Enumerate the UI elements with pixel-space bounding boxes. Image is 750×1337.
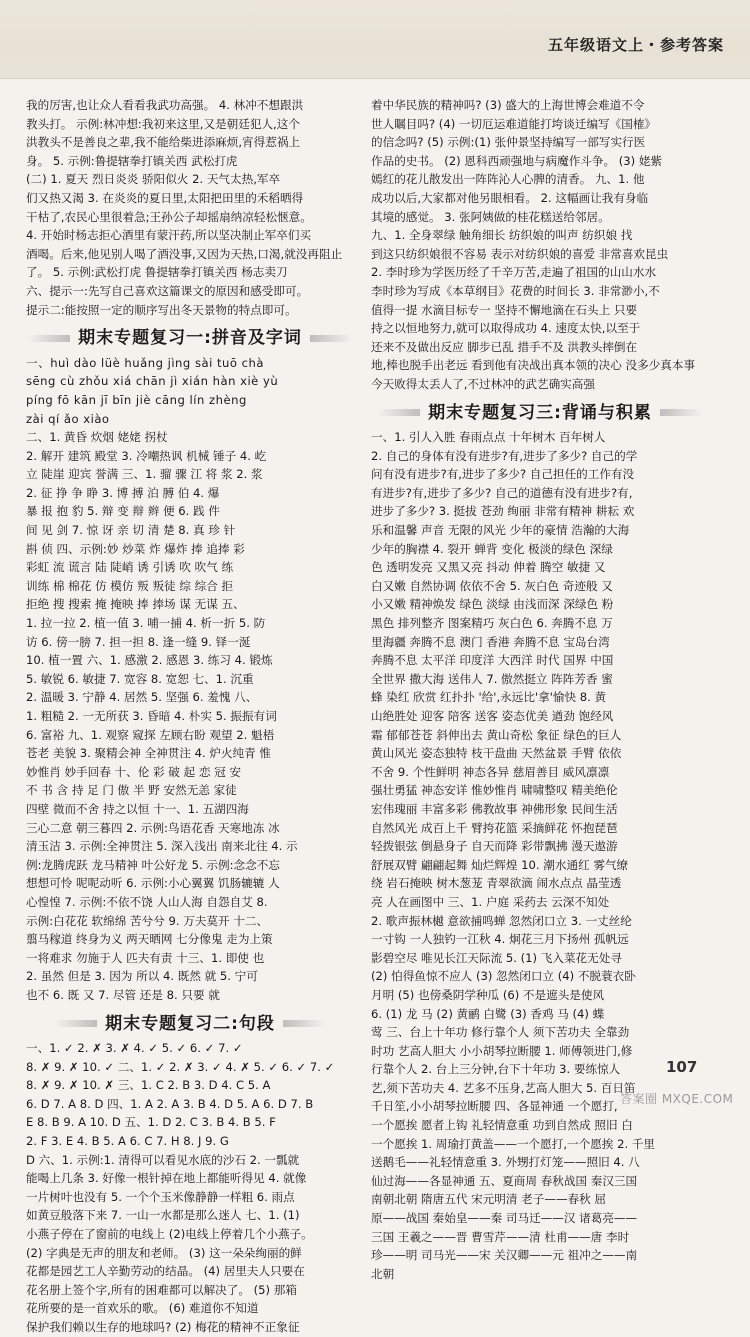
- text-line: 成功以后,大家都对他另眼相看。 2. 这幅画让我有身临: [371, 190, 649, 205]
- text-line: 1. 粗糙 2. 一无所获 3. 昏暗 4. 朴实 5. 振振有词: [26, 709, 277, 723]
- text-line: E 8. B 9. A 10. D 五、1. D 2. C 3. B 4. B 5. F: [26, 1115, 276, 1130]
- text-line: 2. 自己的身体有没有进步?有,进步了多少? 自己的学: [371, 448, 638, 463]
- text-line: 一、huì dào lüè huǎng jìng sài tuō chà: [26, 355, 264, 370]
- text-line: 舒展双臂 翩翩起舞 灿烂辉煌 10. 潮水通红 雾气缭: [371, 857, 629, 872]
- text-line: 一、1. 引人入胜 春雨点点 十年树木 百年树人: [371, 430, 606, 445]
- text-line: 一个愿挨 1. 周瑜打黄盖——一个愿打,一个愿挨 2. 千里: [371, 1136, 656, 1151]
- text-line: 2. 虽然 但是 3. 因为 所以 4. 既然 就 5. 宁可: [26, 969, 258, 984]
- text-line: 时功 艺高人胆大 小小胡琴拉断腰 1. 师傅领进门,修: [371, 1043, 633, 1058]
- text-line: 珍——明 司马光——宋 关汉卿——元 祖冲之——南: [371, 1248, 638, 1263]
- text-line: 8. ✗ 9. ✗ 10. ✓ 二、1. ✓ 2. ✗ 3. ✓ 4. ✗ 5. ✓ 6. ✓ 7. ✓: [26, 1059, 335, 1074]
- text-line: (二) 1. 夏天 烈日炎炎 骄阳似火 2. 天气太热,军卒: [26, 172, 281, 187]
- text-line: 李时珍为写成《本草纲目》花费的时间长 3. 非常渺小,不: [371, 283, 660, 298]
- text-line: 还来不及做出反应 脚步已乱 措手不及 洪教头摔倒在: [371, 339, 638, 354]
- text-line: 一将难求 勿施于人 匹夫有责 十三、1. 即使 也: [26, 950, 265, 965]
- text-line: 不 书 含 持 足 门 傲 半 野 安然无恙 家徒: [26, 783, 237, 798]
- text-line: 清玉洁 3. 示例:全神贯注 5. 深入浅出 南来北往 4. 示: [26, 839, 298, 854]
- section3-answers: [371, 428, 709, 1283]
- section-title-pinyin: 期末专题复习一:拼音及字词: [26, 329, 354, 348]
- pinyin-block: [26, 354, 354, 428]
- text-line: sēng cù zhǒu xiá chān jì xián hàn xiè yù: [26, 374, 279, 389]
- text-line: 2. 李时珍为学医历经了千辛万苦,走遍了祖国的山山水水: [371, 265, 657, 280]
- text-line: 色 透明发亮 又黑又亮 抖动 伸着 腾空 敏捷 又: [371, 560, 606, 575]
- text-line: 绕 岩石掩映 树木葱茏 青翠欲滴 闹水点点 晶莹透: [371, 876, 622, 891]
- text-line: 心惶惶 7. 示例:不依不饶 人山人海 自怨自艾 8.: [26, 894, 268, 909]
- left-column: [26, 96, 354, 1337]
- text-line: píng fō kān jī bīn jiè cāng lín zhèng: [26, 392, 247, 407]
- text-line: 不舍 9. 个性鲜明 神态各异 慈眉善目 威风凛凛: [371, 764, 610, 779]
- text-line: 乐和温馨 声音 无限的风光 少年的豪情 浩瀚的大海: [371, 523, 630, 538]
- text-line: 的信念吗? (5) 示例:(1) 张仲景坚持编写一部写实行医: [371, 135, 646, 150]
- text-line: 洪教头不是善良之辈,我不能给柴进添麻烦,宵得惹祸上: [26, 135, 301, 150]
- text-line: zài qí ǎo xiào: [26, 411, 110, 426]
- text-line: 宏伟瑰丽 丰富多彩 佛教故事 神佛形象 民间生活: [371, 801, 618, 816]
- text-line: 北朝: [371, 1266, 395, 1281]
- text-line: 能喝上几条 3. 好像一根针掉在地上都能听得见 4. 就像: [26, 1171, 307, 1186]
- text-line: 行靠个人 2. 台上三分钟,台下十年功 3. 要练惊人: [371, 1062, 621, 1077]
- left-top-block: [26, 96, 354, 319]
- text-line: 影碧空尽 唯见长江天际流 5. (1) 飞入菜花无处寻: [371, 950, 622, 965]
- text-line: 六、提示一:先写自己喜欢这篇课文的原因和感受即可。: [26, 283, 309, 298]
- text-line: 里海疆 奔腾不息 澳门 香港 奔腾不息 宝岛台湾: [371, 634, 610, 649]
- header-title: 五年级语文上・参考答案: [547, 36, 724, 54]
- text-line: 一片树叶也没有 5. 一个个玉米像静静一样粗 6. 雨点: [26, 1189, 295, 1204]
- text-line: 2. F 3. E 4. B 5. A 6. C 7. H 8. J 9. G: [26, 1134, 229, 1149]
- section2-answers: [26, 1039, 354, 1337]
- text-line: 训练 棉 棉花 仿 模仿 叛 叛徒 综 综合 拒: [26, 578, 234, 593]
- text-line: 值得一提 水滴目标专一 坚持不懈地滴在石头上 只要: [371, 302, 638, 317]
- text-line: 仙过海——各显神通 五、夏商周 春秋战国 秦汉三国: [371, 1173, 638, 1188]
- text-line: 小又嫩 精神焕发 绿色 淡绿 由浅而深 深绿色 粉: [371, 597, 614, 612]
- text-line: 月明 (5) 也傍桑阴学种瓜 (6) 不是遮头是使风: [371, 987, 605, 1002]
- text-line: 亮 人在画图中 三、1. 户庭 采药去 云深不知处: [371, 894, 610, 909]
- text-line: 妙惟肖 妙手回春 十、伦 彩 破 起 恋 冠 安: [26, 764, 241, 779]
- text-line: 一个愿挨 愿者上钩 礼轻情意重 功到自然成 照旧 白: [371, 1118, 633, 1133]
- text-line: 彩虹 流 谎言 陆 陡峭 诱 引诱 吹 吹气 练: [26, 560, 234, 575]
- text-line: 自然风光 成百上千 臂挎花篮 采摘鲜花 怀抱琵琶: [371, 820, 618, 835]
- text-line: 提示二:能按照一定的顺序写出冬天景物的特点即可。: [26, 302, 297, 317]
- text-line: 问有没有进步?有,进步了多少? 自己担任的工作有没: [371, 467, 635, 482]
- text-line: 作品的史书。 (2) 恩科西顽强地与病魔作斗争。 (3) 姥紫: [371, 153, 663, 168]
- text-line: 送鹅毛——礼轻情意重 3. 外甥打灯笼——照旧 4. 八: [371, 1155, 640, 1170]
- text-line: 全世界 撒大海 送伟人 7. 傲然挺立 阵阵芳香 蜜: [371, 671, 613, 686]
- text-line: 到这只纺织娘很不容易 表示对纺织娘的喜爱 非常喜欢昆虫: [371, 246, 669, 261]
- text-line: 嫣红的花儿散发出一阵阵沁人心脾的清香。 九、1. 他: [371, 172, 645, 187]
- text-line: 黑色 排列整齐 图案精巧 灰白色 6. 奔腾不息 万: [371, 616, 613, 631]
- text-line: 6. 富裕 九、1. 观察 窥探 左顾右盼 观望 2. 魁梧: [26, 727, 275, 742]
- text-line: 苍老 美貌 3. 聚精会神 全神贯注 4. 炉火纯青 惟: [26, 746, 272, 761]
- text-line: 其境的感觉。 3. 张阿姨做的桂花糕送给邻居。: [371, 209, 610, 224]
- text-line: 5. 敏锐 6. 敏捷 7. 宽容 8. 宽恕 七、1. 沉重: [26, 671, 254, 686]
- page-number: 107: [666, 1058, 698, 1076]
- text-line: 少年的胸襟 4. 裂开 蝉背 变化 极淡的绿色 深绿: [371, 541, 613, 556]
- text-line: 示例:白花花 软绵绵 苦兮兮 9. 万夫莫开 十二、: [26, 913, 269, 928]
- section-title-recite: 期末专题复习三:背诵与积累: [371, 404, 709, 423]
- text-line: 保护我们赖以生存的地球吗? (2) 梅花的精神不正象征: [26, 1320, 300, 1334]
- text-line: 艺,须下苦功夫 4. 艺多不压身,艺高人胆大 5. 百日笛: [371, 1080, 636, 1095]
- text-line: 一寸钩 一人独钓一江秋 4. 炯花三月下扬州 孤帆远: [371, 932, 629, 947]
- text-line: 也不 6. 既 又 7. 尽管 还是 8. 只要 就: [26, 987, 220, 1002]
- text-line: 地,棒也脱手出老远 看到他有决战出真本领的决心 没多少真本事: [371, 358, 696, 373]
- text-line: 蜂 染红 欣赏 红扑扑 '给',永远比'拿'愉快 8. 黄: [371, 690, 607, 705]
- text-line: 访 6. 傍一膀 7. 担一担 8. 逢一缝 9. 铎一涎: [26, 634, 251, 649]
- text-line: 白又嫩 自然协调 依依不舍 5. 灰白色 奇迹般 又: [371, 578, 613, 593]
- text-line: 有进步?有,进步了多少? 自己的道德有没有进步?有,: [371, 485, 633, 500]
- text-line: 小燕子停在了窗前的电线上 (2)电线上停着几个小燕子。: [26, 1227, 313, 1242]
- text-line: 四壁 微而不舍 持之以恒 十一、1. 五湖四海: [26, 801, 249, 816]
- page-header: [0, 0, 750, 79]
- text-line: 三国 王羲之——晋 曹雪芹——清 杜甫——唐 李时: [371, 1229, 630, 1244]
- text-line: 我的厉害,也让众人看看我武功高强。 4. 林冲不想跟洪: [26, 98, 304, 112]
- text-line: 教头打。 示例:林冲想:我初来这里,又是朝廷犯人,这个: [26, 116, 300, 131]
- text-line: 10. 植一置 六、1. 感激 2. 感恩 3. 练习 4. 锻炼: [26, 653, 273, 668]
- text-line: 2. 征 挣 争 睁 3. 博 搏 泊 膊 伯 4. 爆: [26, 485, 220, 500]
- text-line: 强壮勇猛 神态安详 惟妙惟肖 啸啸整叹 精美绝伦: [371, 783, 618, 798]
- text-line: (2) 怕得鱼惊不应人 (3) 忽然闭口立 (4) 不脱蓑衣卧: [371, 969, 636, 984]
- section1-answers: [26, 428, 354, 1004]
- text-line: D 六、1. 示例:1. 清得可以看见水底的沙石 2. 一瓢就: [26, 1152, 300, 1167]
- text-line: 花都是园艺工人辛勤劳动的结晶。 (4) 居里夫人只要在: [26, 1264, 305, 1279]
- text-line: 轻拨银弦 倒悬身子 自天而降 彩带飘拂 漫天遨游: [371, 839, 618, 854]
- text-line: 立 陡崖 迎宾 誉满 三、1. 骝 骤 江 将 浆 2. 浆: [26, 467, 263, 482]
- text-line: 们又热又渴 3. 在炎炎的夏日里,太阳把田里的禾稻晒得: [26, 190, 304, 205]
- text-line: 2. 歌声振林樾 意欲捕鸣蝉 忽然闭口立 3. 一丈丝纶: [371, 913, 632, 928]
- text-line: 1. 拉一拉 2. 植一值 3. 哺一捕 4. 析一折 5. 防: [26, 616, 266, 631]
- text-line: 了。 5. 示例:武松打虎 鲁提辖拳打镇关西 杨志卖刀: [26, 265, 288, 280]
- text-line: 2. 温暖 3. 宁静 4. 居然 5. 坚强 6. 羞愧 八、: [26, 690, 258, 705]
- right-top-block: [371, 96, 709, 394]
- text-line: 奔腾不息 太平洋 印度洋 大西洋 时代 国界 中国: [371, 653, 614, 668]
- watermark-text: 答案圈 MXQE.COM: [620, 1092, 734, 1106]
- text-line: 拒绝 搜 搜索 掩 掩映 捧 捧场 谋 无谋 五、: [26, 597, 245, 612]
- text-line: 着中华民族的精神吗? (3) 盛大的上海世博会难道不令: [371, 98, 645, 112]
- text-line: 花名册上签个字,所有的困难都可以解决了。 (5) 那箱: [26, 1282, 297, 1297]
- text-line: 进步了多少? 3. 挺拔 苍劲 绚丽 非常有精神 耕耘 欢: [371, 504, 635, 519]
- text-line: 如黄豆般落下来 7. 一山一水都是那么迷人 七、1. (1): [26, 1208, 300, 1223]
- text-line: (2) 字典是无声的朋友和老师。 (3) 这一朵朵绚丽的鲜: [26, 1245, 302, 1260]
- text-line: 斟 侦 四、示例:妙 炒菜 炸 爆炸 捧 追捧 彩: [26, 541, 245, 556]
- text-line: 三心二意 朝三暮四 2. 示例:鸟语花香 天寒地冻 冰: [26, 820, 280, 835]
- text-line: 原——战国 秦始皇——秦 司马迁——汉 诸葛亮——: [371, 1211, 638, 1226]
- text-line: 例:龙腾虎跃 龙马精神 叶公好龙 5. 示例:念念不忘: [26, 857, 280, 872]
- text-line: 翦马稼道 终身为义 两天晒网 七分像鬼 走为上策: [26, 932, 273, 947]
- text-line: 山绝胜处 迎客 陪客 送客 姿态优美 遒劲 饱经风: [371, 709, 614, 723]
- text-line: 6. D 7. A 8. D 四、1. A 2. A 3. B 4. D 5. A 6. D 7. B: [26, 1096, 314, 1111]
- text-line: 酒喝。后来,他见别人喝了酒没事,又因为天热,口渴,就没再阻止: [26, 246, 343, 261]
- text-line: 6. (1) 龙 马 (2) 黄鹂 白鹭 (3) 香鸡 马 (4) 蝶: [371, 1006, 605, 1021]
- text-line: 一、1. ✓ 2. ✗ 3. ✗ 4. ✓ 5. ✓ 6. ✓ 7. ✓: [26, 1041, 243, 1056]
- text-line: 黄山风光 姿态独特 枝干盘曲 天然盆景 手臂 依依: [371, 746, 622, 761]
- text-line: 持之以恒地努力,就可以取得成功 4. 速度太快,以至于: [371, 321, 641, 336]
- text-line: 千日笙,小小胡琴拉断腰 四、各显神通 一个愿打,: [371, 1099, 618, 1114]
- text-line: 二、1. 黄昏 炊烟 姥姥 拐杖: [26, 430, 168, 445]
- text-line: 4. 开始时杨志拒心酒里有蒙汗药,所以坚决制止军卒们买: [26, 228, 312, 243]
- text-line: 想想可怜 呢呢动听 6. 示例:小心翼翼 饥肠辘辘 人: [26, 876, 280, 891]
- text-line: 暴 报 抱 豹 5. 辩 变 辩 辫 便 6. 践 件: [26, 504, 220, 519]
- text-line: 花所要的是一首欢乐的歌。 (6) 难道你不知道: [26, 1301, 259, 1316]
- text-line: 8. ✗ 9. ✗ 10. ✗ 三、1. C 2. B 3. D 4. C 5. A: [26, 1078, 271, 1093]
- text-line: 世人瞩目吗? (4) 一切厄运难道能打垮谈迁编写《国榷》: [371, 116, 657, 131]
- text-line: 莺 三、台上十年功 修行靠个人 须下苦功夫 全靠劲: [371, 1025, 630, 1040]
- text-line: 霜 郁郁苍苍 斜伸出去 黄山奇松 象征 绿色的巨人: [371, 727, 622, 742]
- section-title-sentences: 期末专题复习二:句段: [26, 1015, 354, 1034]
- text-line: 2. 解开 建筑 殿堂 3. 冷嘲热讽 机械 锤子 4. 屹: [26, 448, 267, 463]
- text-line: 身。 5. 示例:鲁提辖拳打镇关西 武松打虎: [26, 153, 238, 168]
- text-line: 南朝北朝 隋唐五代 宋元明清 老子——春秋 屈: [371, 1192, 607, 1207]
- text-line: 今天败得太丢人了,不过林冲的武艺确实高强: [371, 376, 595, 391]
- text-line: 间 见 剑 7. 惊 讶 亲 切 清 楚 8. 真 珍 针: [26, 523, 236, 538]
- text-line: 九、1. 全身翠绿 触角细长 纺织娘的叫声 纺织娘 找: [371, 228, 633, 243]
- text-line: 干枯了,农民心里很着急;王孙公子却摇扇纳凉轻松惬意。: [26, 209, 312, 224]
